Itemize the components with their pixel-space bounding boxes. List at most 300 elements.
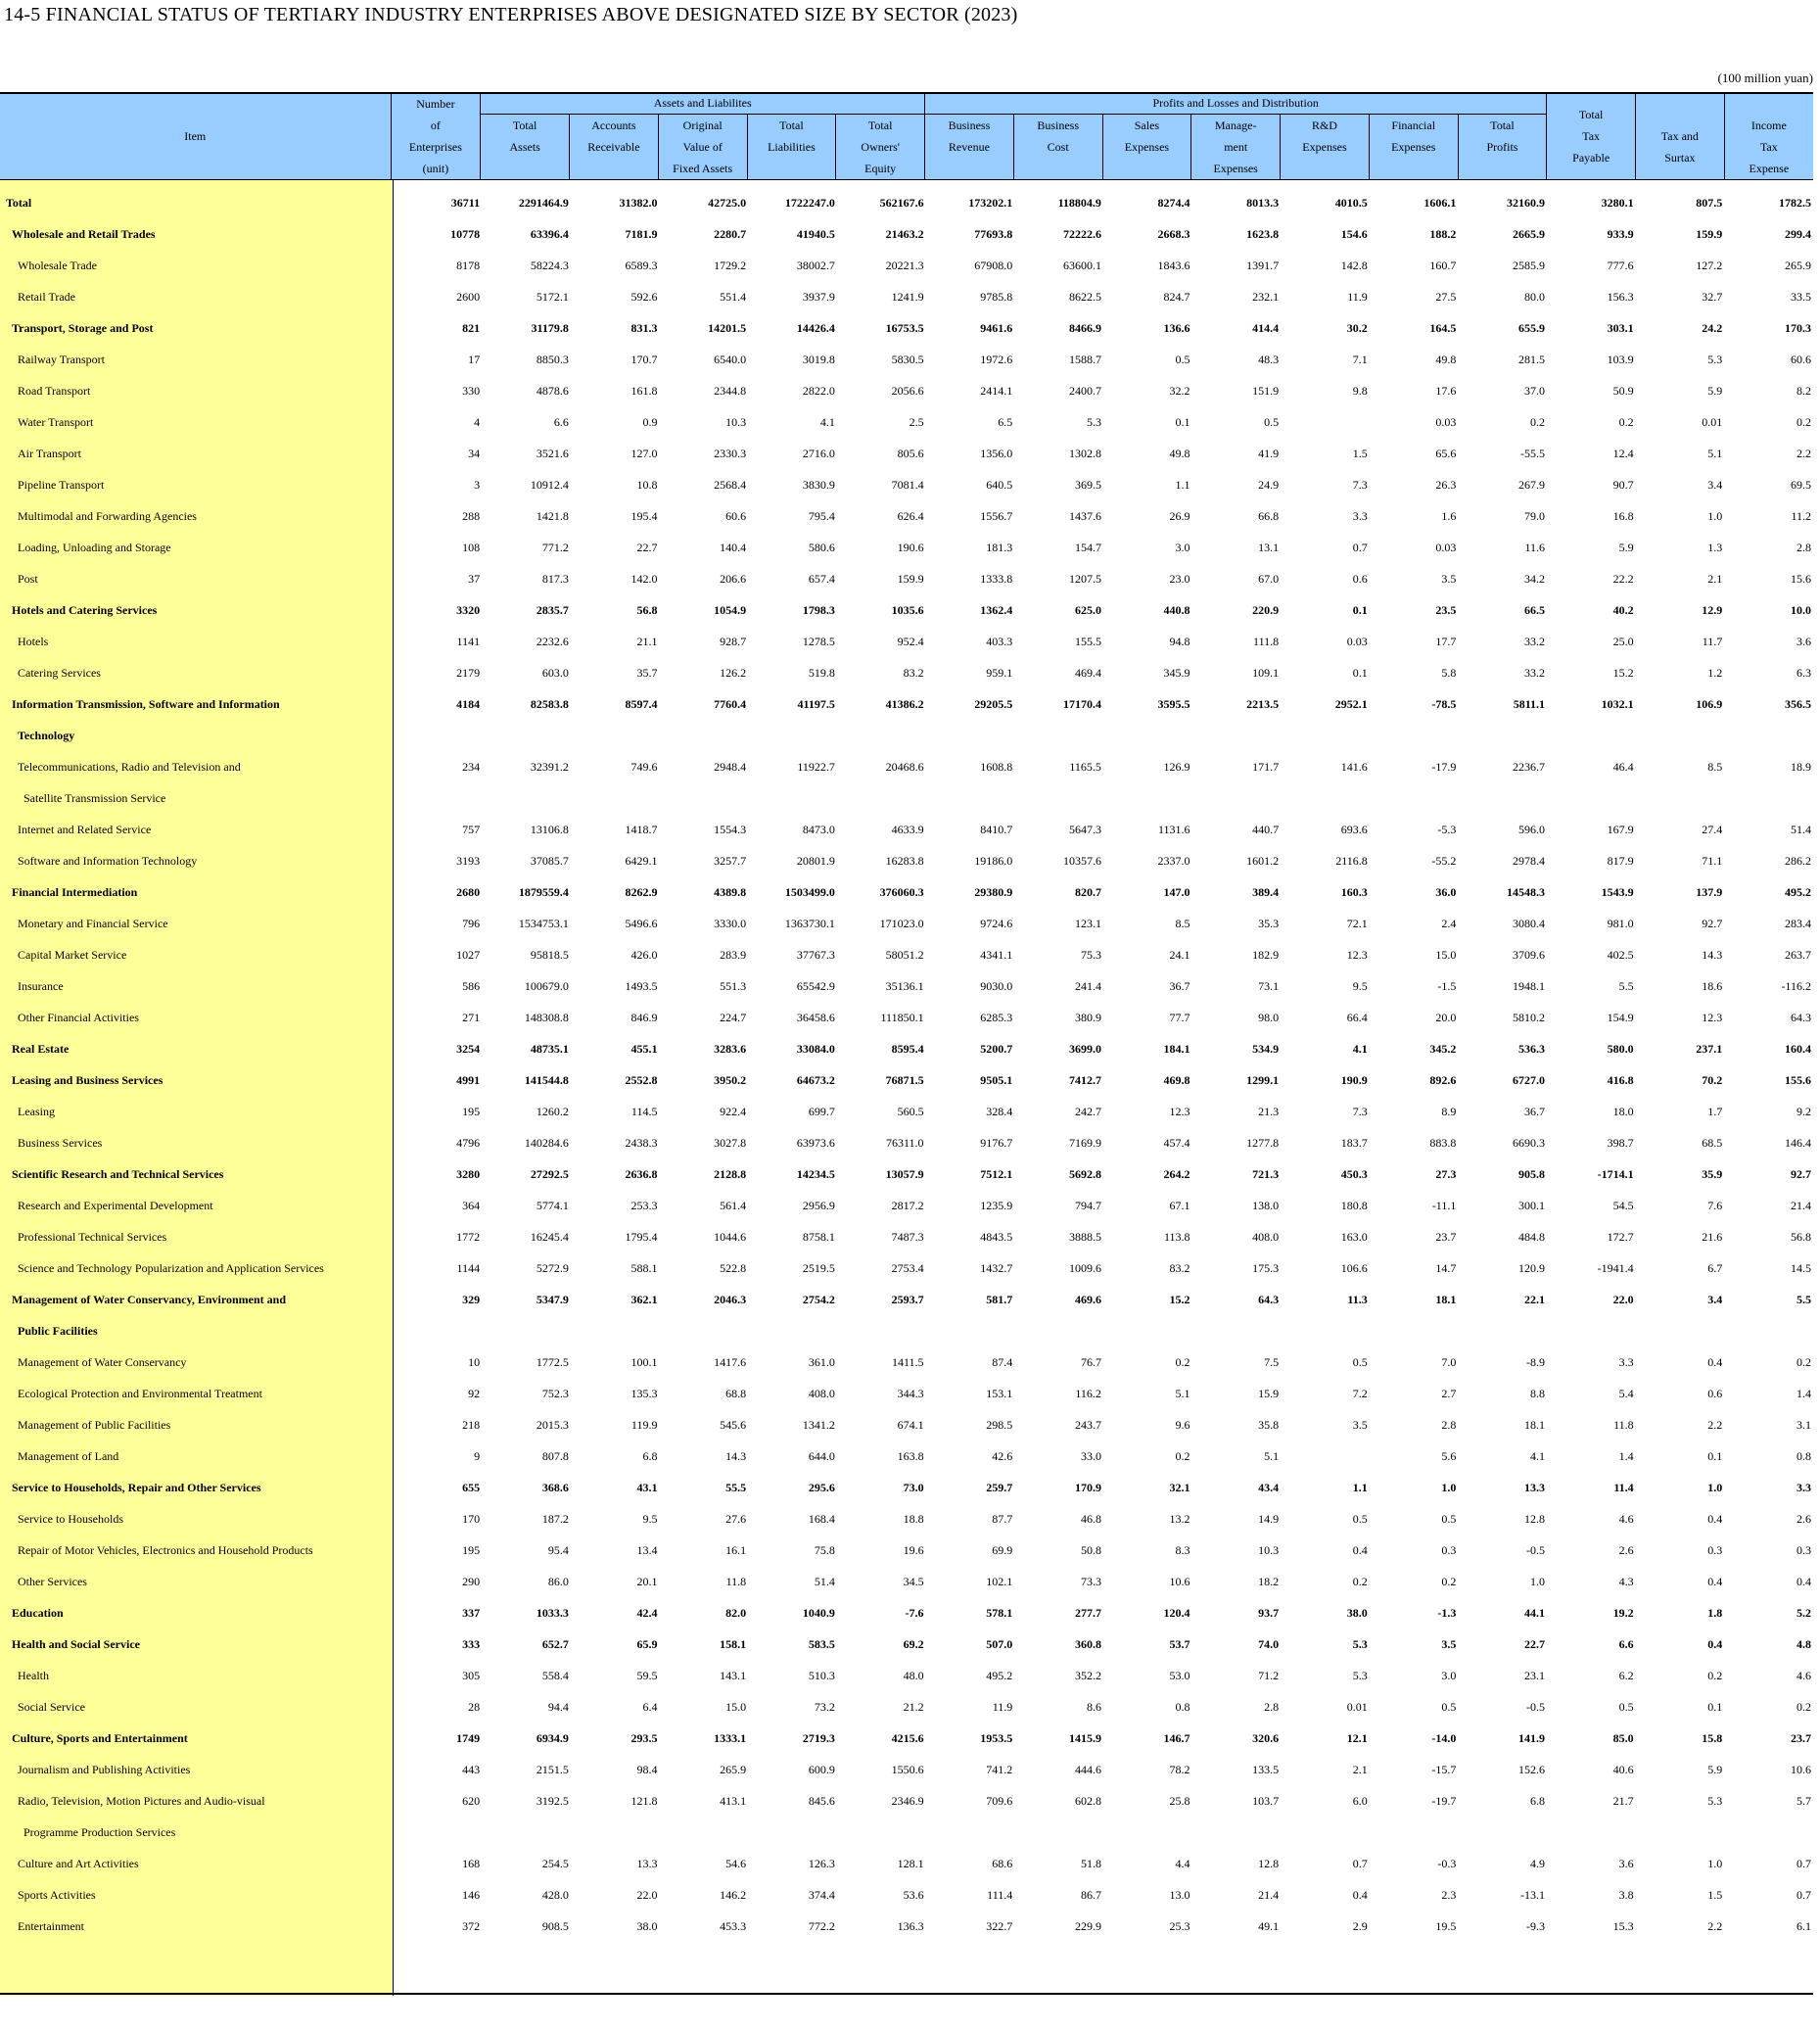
- table-cell: 2519.5: [802, 1260, 835, 1275]
- table-cell: 56.8: [1791, 1229, 1811, 1244]
- table-cell: [659, 782, 748, 814]
- unit-note: (100 million yuan): [1717, 71, 1813, 85]
- header-col-14: [1636, 92, 1725, 180]
- table-cell: 163.0: [1340, 1229, 1368, 1244]
- table-cell: 98.0: [1258, 1010, 1280, 1024]
- table-cell: 164.5: [1429, 320, 1457, 335]
- table-cell: 19186.0: [974, 853, 1013, 868]
- table-cell: 796: [462, 916, 481, 930]
- row-item-label: Information Transmission, Software and Information: [12, 696, 280, 711]
- table-cell: 1432.7: [980, 1260, 1013, 1275]
- table-cell: 54.6: [725, 1856, 747, 1870]
- table-cell: [1103, 1817, 1192, 1848]
- table-cell: 3.3: [1618, 1354, 1634, 1369]
- header-text: Cost: [1047, 140, 1069, 154]
- table-cell: 0.1: [1707, 1448, 1723, 1463]
- table-cell: 5.1: [1175, 1386, 1190, 1400]
- table-row: [0, 814, 1813, 845]
- table-cell: [1192, 720, 1282, 751]
- header-spacer: [1636, 104, 1724, 125]
- header-text: Accounts: [591, 118, 636, 132]
- table-cell: 160.4: [1785, 1041, 1811, 1056]
- table-cell: 6.6: [1618, 1636, 1634, 1651]
- table-cell: 2344.8: [714, 383, 747, 398]
- table-cell: 5647.3: [1068, 822, 1101, 836]
- table-cell: 76311.0: [886, 1135, 924, 1150]
- table-cell: 137.9: [1696, 884, 1723, 899]
- table-cell: 83.2: [1169, 1260, 1190, 1275]
- table-cell: 14201.5: [708, 320, 747, 335]
- table-cell: 416.8: [1607, 1072, 1634, 1087]
- table-cell: 86.7: [1080, 1887, 1101, 1902]
- table-cell: 14.5: [1791, 1260, 1811, 1275]
- header-text: Manage-: [1214, 118, 1257, 132]
- table-cell: 35.8: [1258, 1417, 1280, 1432]
- table-cell: 1.1: [1352, 1480, 1368, 1494]
- table-cell: 21.3: [1258, 1104, 1280, 1118]
- table-cell: 1729.2: [714, 258, 747, 272]
- table-cell: 655.9: [1518, 320, 1546, 335]
- table-cell: 1556.7: [980, 508, 1013, 523]
- header-col-15: [1724, 92, 1813, 180]
- table-cell: [1192, 1817, 1282, 1848]
- table-cell: 27.3: [1435, 1166, 1457, 1181]
- table-cell: 92: [468, 1386, 481, 1400]
- table-cell: 51.4: [814, 1574, 835, 1588]
- table-cell: 0.03: [1346, 634, 1368, 648]
- table-cell: 7760.4: [714, 696, 747, 711]
- row-item-label: Management of Water Conservancy, Environment and: [12, 1292, 287, 1306]
- table-cell: 136.6: [1163, 320, 1190, 335]
- row-item-label: Science and Technology Popularization and Application Services: [18, 1260, 324, 1275]
- table-cell: 190.9: [1340, 1072, 1368, 1087]
- table-row: [0, 1221, 1813, 1252]
- table-row: [0, 1315, 1813, 1346]
- table-cell: 3330.0: [714, 916, 747, 930]
- table-cell: 4.8: [1797, 1636, 1811, 1651]
- table-cell: 63973.6: [796, 1135, 835, 1150]
- table-cell: [926, 1315, 1015, 1346]
- table-header: [0, 92, 1813, 180]
- table-row: [0, 1409, 1813, 1440]
- table-cell: 9.6: [1175, 1417, 1190, 1432]
- table-cell: 36.7: [1169, 978, 1190, 993]
- table-cell: 3019.8: [802, 352, 835, 366]
- table-cell: 1437.6: [1068, 508, 1101, 523]
- table-cell: 3283.6: [714, 1041, 747, 1056]
- table-cell: 7.6: [1707, 1198, 1723, 1212]
- table-cell: 0.2: [1618, 414, 1634, 429]
- table-row: [0, 1691, 1813, 1723]
- table-cell: 27.5: [1435, 289, 1457, 304]
- header-text: Total: [512, 118, 537, 132]
- table-cell: 1.4: [1618, 1448, 1634, 1463]
- table-cell: 290: [462, 1574, 481, 1588]
- table-cell: 0.9: [642, 414, 658, 429]
- table-cell: 3709.6: [1513, 947, 1546, 962]
- table-cell: 8466.9: [1068, 320, 1101, 335]
- table-cell: 11.6: [1524, 540, 1546, 554]
- table-cell: -15.7: [1431, 1762, 1457, 1776]
- table-row: [0, 1002, 1813, 1033]
- table-cell: 94.4: [547, 1699, 569, 1714]
- table-cell: 1772.5: [536, 1354, 569, 1369]
- table-cell: 71.2: [1258, 1668, 1280, 1682]
- table-cell: 2.2: [1707, 1417, 1723, 1432]
- table-cell: 2.6: [1797, 1511, 1811, 1526]
- table-cell: 0.3: [1441, 1542, 1457, 1557]
- header-col-7: [1013, 115, 1102, 181]
- header-col-9: [1191, 115, 1281, 181]
- table-cell: 3193: [456, 853, 481, 868]
- table-cell: 40.2: [1612, 602, 1634, 617]
- row-item-label: Wholesale and Retail Trades: [12, 226, 156, 241]
- table-cell: [482, 782, 571, 814]
- table-cell: 102.1: [986, 1574, 1013, 1588]
- table-cell: 1027: [456, 947, 481, 962]
- table-cell: 72222.6: [1062, 226, 1101, 241]
- table-cell: 76871.5: [885, 1072, 924, 1087]
- table-cell: 578.1: [986, 1605, 1013, 1620]
- table-cell: 361.0: [808, 1354, 835, 1369]
- table-cell: 1421.8: [536, 508, 569, 523]
- table-cell: 68.6: [992, 1856, 1013, 1870]
- table-cell: [1014, 1817, 1103, 1848]
- table-cell: [393, 720, 483, 751]
- table-row: [0, 1064, 1813, 1096]
- table-cell: 8.8: [1530, 1386, 1546, 1400]
- table-cell: 6.0: [1352, 1793, 1368, 1808]
- table-cell: 5.7: [1797, 1793, 1811, 1808]
- table-cell: 29380.9: [974, 884, 1013, 899]
- table-cell: 0.2: [1797, 1354, 1811, 1369]
- table-cell: 1032.1: [1601, 696, 1634, 711]
- table-cell: 18.9: [1791, 759, 1811, 774]
- table-cell: 49.1: [1258, 1918, 1280, 1933]
- table-cell: 13106.8: [530, 822, 569, 836]
- table-cell: 59.5: [636, 1668, 658, 1682]
- header-group-profits: Profits and Losses and Distribution: [925, 92, 1547, 115]
- table-cell: 2719.3: [802, 1730, 835, 1745]
- table-cell: 1843.6: [1157, 258, 1190, 272]
- table-cell: 9.5: [642, 1511, 658, 1526]
- table-cell: 905.8: [1518, 1166, 1546, 1181]
- header-number-of-enterprises: [391, 92, 481, 180]
- table-cell: 8.5: [1707, 759, 1723, 774]
- statistics-table: [0, 92, 1813, 1996]
- table-row: [0, 250, 1813, 281]
- table-cell: 15.2: [1612, 665, 1634, 680]
- table-cell: 25.0: [1612, 634, 1634, 648]
- table-cell: 450.3: [1340, 1166, 1368, 1181]
- table-cell: 3595.5: [1157, 696, 1190, 711]
- table-cell: 9461.6: [980, 320, 1013, 335]
- table-cell: 277.7: [1074, 1605, 1101, 1620]
- row-item-label: Monetary and Financial Service: [18, 916, 168, 930]
- table-cell: -78.5: [1431, 696, 1457, 711]
- table-row: [0, 1629, 1813, 1660]
- table-cell: 128.1: [897, 1856, 924, 1870]
- table-cell: 0.5: [1264, 414, 1280, 429]
- table-cell: 1341.2: [802, 1417, 835, 1432]
- header-text: Expenses: [1213, 162, 1258, 175]
- table-cell: 640.5: [986, 477, 1013, 492]
- table-cell: 2.2: [1797, 446, 1811, 460]
- table-cell: 3.1: [1797, 1417, 1811, 1432]
- table-cell: 376060.3: [879, 884, 924, 899]
- table-cell: 1009.6: [1068, 1260, 1101, 1275]
- table-cell: 140284.6: [524, 1135, 569, 1150]
- table-cell: 19.5: [1435, 1918, 1457, 1933]
- table-cell: 2.6: [1618, 1542, 1634, 1557]
- table-cell: 24.9: [1258, 477, 1280, 492]
- table-cell: 4.4: [1175, 1856, 1190, 1870]
- table-cell: 3257.7: [714, 853, 747, 868]
- table-cell: 4184: [456, 696, 481, 711]
- table-cell: 1391.7: [1246, 258, 1280, 272]
- table-cell: 1044.6: [714, 1229, 747, 1244]
- table-cell: 120.4: [1163, 1605, 1190, 1620]
- table-cell: 413.1: [720, 1793, 747, 1808]
- table-cell: 44.1: [1524, 1605, 1546, 1620]
- table-cell: [1724, 782, 1813, 814]
- table-cell: 41.9: [1258, 446, 1280, 460]
- table-cell: 237.1: [1696, 1041, 1723, 1056]
- table-cell: 1534753.1: [518, 916, 569, 930]
- table-cell: 38.0: [636, 1918, 658, 1933]
- table-cell: 644.0: [808, 1448, 835, 1463]
- table-row: [0, 312, 1813, 344]
- row-item-label: Service to Households, Repair and Other Services: [12, 1480, 261, 1494]
- table-cell: 242.7: [1074, 1104, 1101, 1118]
- table-cell: 218: [462, 1417, 481, 1432]
- table-cell: 5.9: [1707, 383, 1723, 398]
- table-cell: 126.9: [1163, 759, 1190, 774]
- table-cell: 928.7: [720, 634, 747, 648]
- table-cell: 90.7: [1612, 477, 1634, 492]
- row-item-label: Technology: [18, 728, 75, 742]
- table-cell: 303.1: [1607, 320, 1634, 335]
- table-cell: 1782.5: [1779, 195, 1811, 210]
- row-item-label: Social Service: [18, 1699, 85, 1714]
- table-cell: 36711: [450, 195, 481, 210]
- header-text: Sales: [1134, 118, 1160, 132]
- table-cell: 21.2: [903, 1699, 924, 1714]
- table-cell: 2346.9: [891, 1793, 924, 1808]
- table-cell: 172.7: [1607, 1229, 1634, 1244]
- row-item-label: Ecological Protection and Environmental Treatment: [18, 1386, 262, 1400]
- table-cell: 15.6: [1791, 571, 1811, 586]
- table-cell: 580.6: [808, 540, 835, 554]
- header-col-3: [658, 115, 747, 181]
- table-cell: 3.3: [1797, 1480, 1811, 1494]
- table-cell: 1798.3: [802, 602, 835, 617]
- table-cell: 586: [462, 978, 481, 993]
- header-text: R&D: [1311, 118, 1337, 132]
- header-text: Income: [1750, 118, 1787, 132]
- table-cell: 0.4: [1352, 1542, 1368, 1557]
- table-cell: 288: [462, 508, 481, 523]
- table-cell: [1281, 406, 1370, 438]
- table-cell: 11.3: [1347, 1292, 1368, 1306]
- table-cell: 98.4: [636, 1762, 658, 1776]
- table-cell: 69.9: [992, 1542, 1013, 1557]
- table-cell: 1.2: [1707, 665, 1723, 680]
- table-cell: 64673.2: [796, 1072, 835, 1087]
- table-cell: [837, 720, 926, 751]
- table-cell: 70.2: [1702, 1072, 1723, 1087]
- table-cell: 1.0: [1707, 1856, 1723, 1870]
- table-row: [0, 1440, 1813, 1472]
- table-cell: 3280: [456, 1166, 481, 1181]
- table-cell: 64.3: [1258, 1292, 1280, 1306]
- table-cell: 25.8: [1169, 1793, 1190, 1808]
- table-cell: 180.8: [1340, 1198, 1368, 1212]
- table-cell: 805.6: [897, 446, 924, 460]
- table-cell: [837, 782, 926, 814]
- table-cell: 182.9: [1252, 947, 1280, 962]
- table-cell: 3.5: [1441, 1636, 1457, 1651]
- table-cell: 188.2: [1429, 226, 1457, 241]
- table-cell: 156.3: [1607, 289, 1634, 304]
- table-cell: 625.0: [1074, 602, 1101, 617]
- header-spacer: [1725, 93, 1813, 115]
- table-row: [0, 845, 1813, 876]
- table-cell: 12.8: [1258, 1856, 1280, 1870]
- table-cell: 118804.9: [1057, 195, 1101, 210]
- table-cell: 1302.8: [1068, 446, 1101, 460]
- table-cell: 7.2: [1352, 1386, 1368, 1400]
- table-cell: 1623.8: [1246, 226, 1280, 241]
- table-cell: 11.8: [725, 1574, 747, 1588]
- table-cell: 127.2: [1696, 258, 1723, 272]
- row-item-label: Management of Land: [18, 1448, 119, 1463]
- table-cell: 114.5: [630, 1104, 658, 1118]
- table-cell: 155.6: [1785, 1072, 1811, 1087]
- table-cell: 10357.6: [1062, 853, 1101, 868]
- table-cell: 408.0: [808, 1386, 835, 1400]
- row-item-label: Loading, Unloading and Storage: [18, 540, 171, 554]
- table-cell: 403.3: [986, 634, 1013, 648]
- table-cell: 693.6: [1340, 822, 1368, 836]
- table-cell: 22.1: [1524, 1292, 1546, 1306]
- table-cell: 908.5: [541, 1918, 569, 1933]
- table-cell: 42725.0: [708, 195, 747, 210]
- table-cell: 7.3: [1352, 477, 1368, 492]
- table-cell: 558.4: [541, 1668, 569, 1682]
- table-cell: -55.5: [1520, 446, 1546, 460]
- table-cell: 2956.9: [802, 1198, 835, 1212]
- table-cell: 31382.0: [619, 195, 658, 210]
- table-cell: 100.1: [630, 1354, 658, 1369]
- table-cell: 657.4: [808, 571, 835, 586]
- table-cell: 1.8: [1707, 1605, 1723, 1620]
- table-cell: 2.1: [1707, 571, 1723, 586]
- table-cell: 4.1: [1352, 1041, 1368, 1056]
- table-cell: 560.5: [897, 1104, 924, 1118]
- table-cell: 6429.1: [625, 853, 658, 868]
- row-item-label: Insurance: [18, 978, 64, 993]
- table-cell: 333: [462, 1636, 481, 1651]
- table-cell: 8473.0: [802, 822, 835, 836]
- row-item-label: Health and Social Service: [12, 1636, 140, 1651]
- header-text: Profits: [1486, 140, 1518, 154]
- table-cell: 19.2: [1612, 1605, 1634, 1620]
- table-cell: 36458.6: [796, 1010, 835, 1024]
- table-cell: 7487.3: [891, 1229, 924, 1244]
- table-cell: 72.1: [1346, 916, 1368, 930]
- table-cell: 580.0: [1607, 1041, 1634, 1056]
- table-cell: 8262.9: [625, 884, 658, 899]
- table-cell: 6.5: [998, 414, 1013, 429]
- table-row: [0, 218, 1813, 250]
- header-text: of: [430, 118, 441, 132]
- table-cell: 1.3: [1707, 540, 1723, 554]
- table-cell: [1281, 720, 1370, 751]
- table-cell: 17: [468, 352, 481, 366]
- table-cell: -13.1: [1520, 1887, 1546, 1902]
- row-item-label: Radio, Television, Motion Pictures and Audio-visual: [18, 1793, 265, 1808]
- page-title: 14-5 FINANCIAL STATUS OF TERTIARY INDUSTRY ENTERPRISES ABOVE DESIGNATED SIZE BY SECTOR (2023): [4, 4, 1018, 25]
- table-cell: 48735.1: [530, 1041, 569, 1056]
- table-cell: 981.0: [1607, 916, 1634, 930]
- table-row: [0, 1817, 1813, 1848]
- table-cell: [659, 1817, 748, 1848]
- table-cell: 8.5: [1175, 916, 1190, 930]
- table-cell: 28: [468, 1699, 481, 1714]
- table-cell: 592.6: [630, 289, 658, 304]
- table-cell: 1277.8: [1246, 1135, 1280, 1150]
- table-cell: 127.0: [630, 446, 658, 460]
- header-text: Enterprises: [408, 140, 462, 154]
- table-cell: 76.7: [1080, 1354, 1101, 1369]
- table-cell: 551.3: [720, 978, 747, 993]
- table-cell: 175.3: [1252, 1260, 1280, 1275]
- table-cell: 234: [462, 759, 481, 774]
- table-cell: 23.1: [1524, 1668, 1546, 1682]
- table-cell: 3.6: [1797, 634, 1811, 648]
- table-row: [0, 782, 1813, 814]
- table-cell: 183.7: [1340, 1135, 1368, 1150]
- table-cell: 43.1: [636, 1480, 658, 1494]
- row-item-label: Programme Production Services: [23, 1824, 176, 1839]
- table-cell: 22.7: [636, 540, 658, 554]
- table-cell: 2.1: [1352, 1762, 1368, 1776]
- table-cell: 1363730.1: [784, 916, 835, 930]
- header-text: Total: [867, 118, 893, 132]
- table-cell: 116.2: [1075, 1386, 1101, 1400]
- row-item-label: Education: [12, 1605, 64, 1620]
- row-item-label: Journalism and Publishing Activities: [18, 1762, 191, 1776]
- table-cell: 484.8: [1518, 1229, 1546, 1244]
- table-cell: 807.8: [541, 1448, 569, 1463]
- table-cell: 0.5: [1618, 1699, 1634, 1714]
- table-row: [0, 626, 1813, 657]
- header-text: Revenue: [948, 140, 990, 154]
- table-cell: 23.5: [1435, 602, 1457, 617]
- table-cell: 283.4: [1785, 916, 1811, 930]
- table-cell: 32160.9: [1507, 195, 1546, 210]
- table-cell: 53.0: [1169, 1668, 1190, 1682]
- table-cell: 23.0: [1169, 571, 1190, 586]
- table-cell: 1948.1: [1513, 978, 1546, 993]
- table-row: [0, 187, 1813, 218]
- table-cell: 372: [462, 1918, 481, 1933]
- table-cell: 20468.6: [885, 759, 924, 774]
- table-cell: 142.0: [630, 571, 658, 586]
- table-cell: 13.2: [1169, 1511, 1190, 1526]
- table-cell: [1281, 1817, 1370, 1848]
